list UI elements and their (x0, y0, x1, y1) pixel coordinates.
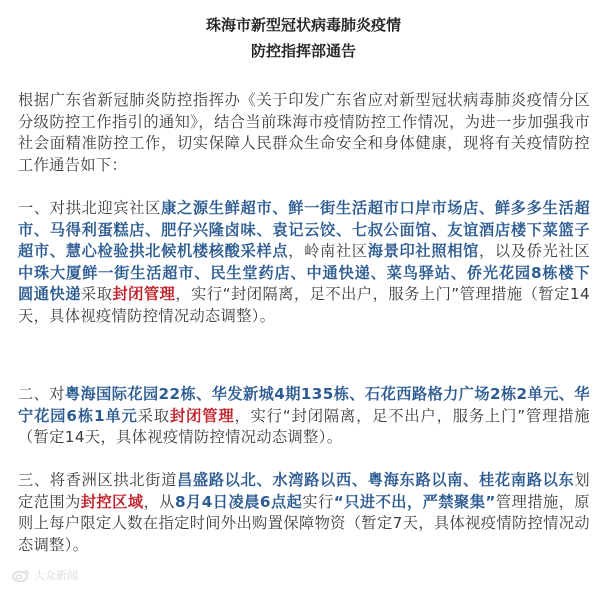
intro-paragraph (18, 90, 590, 176)
intro-text: 根据广东省新冠肺炎防控指挥办《关于印发广东省应对新型冠状病毒肺炎疫情分区分级防控工作指引的通知》，结合当前珠海市疫情防控工作情况，为进一步加强我市社会面精准防控工作，切实保障人民群众生命安全和身体健康，现将有关疫情防控工作通告如下： (18, 91, 590, 174)
item3-time: 8月4日凌晨6点起 (174, 492, 303, 511)
item3-mid: 划定范围为 (18, 471, 591, 511)
weibo-icon (12, 568, 30, 582)
item1-places-lingnan: 海景印社照相馆 (367, 242, 480, 260)
item3-lead: 三、将香洲区拱北街道 (18, 471, 177, 489)
item1-pre-measure: 采取 (80, 285, 113, 303)
item3-area: 昌盛路以北、水湾路以西、粤海东路以南、桂花南路以东 (176, 471, 575, 489)
item3-tail: 管理措施，原则上每户限定人数在指定时间外出购置保障物资（暂定7天，具体视疫情防控情况动态调整）。 (18, 492, 590, 554)
watermark (12, 566, 78, 584)
watermark-text: 大众新闻 (34, 569, 78, 582)
item2-places: 粤海国际花园22栋、华发新城4期135栋、石花西路格力广场2栋2单元、华宁花园6栋1单元 (18, 385, 590, 425)
item1-places-yingbin: 康之源生鲜超市、鲜一街生活超市口岸市场店、鲜多多生活超市、马得利蛋糕店、肥仔兴隆卤味、袁记云饺、七叔公面馆、友谊酒店楼下菜篮子超市、慧心检验拱北候机楼核酸采样点 (18, 199, 590, 260)
item1-tail: ，实行“封闭隔离，足不出户，服务上门”管理措施（暂定14天，具体视疫情防控情况动态调整）。 (18, 285, 591, 325)
item1-lead: 一、对拱北迎宾社区 (18, 199, 162, 217)
item-1-paragraph (18, 198, 590, 327)
title-line-2: 防控指挥部通告 (250, 42, 356, 60)
item1-mid: ，岭南社区 (288, 242, 368, 260)
item3-mid2: ，从 (143, 492, 175, 511)
item2-tail: ，实行“封闭隔离，足不出户，服务上门”管理措施（暂定14天，具体视疫情防控情况动态调整）。 (18, 406, 591, 446)
item2-lead: 二、对 (18, 385, 65, 403)
item3-zone: 封控区域 (80, 492, 144, 511)
item-3-paragraph (18, 470, 590, 556)
item1-places-qiaoguang: 中珠大厦鲜一街生活超市、民生堂药店、中通快递、菜鸟驿站、侨光花园8栋楼下圆通快递 (18, 263, 590, 303)
document-title (0, 12, 607, 64)
item2-measure: 封闭管理 (169, 406, 235, 425)
item2-pre-measure: 采取 (137, 406, 170, 425)
item-2-paragraph (18, 384, 590, 449)
item1-measure: 封闭管理 (112, 285, 176, 303)
title-line-1: 珠海市新型冠状病毒肺炎疫情 (205, 16, 401, 34)
item3-policy: “只进不出，严禁聚集” (333, 492, 496, 511)
item3-mid3: 实行 (302, 492, 334, 511)
item1-mid2: ，以及侨光社区 (479, 242, 590, 260)
